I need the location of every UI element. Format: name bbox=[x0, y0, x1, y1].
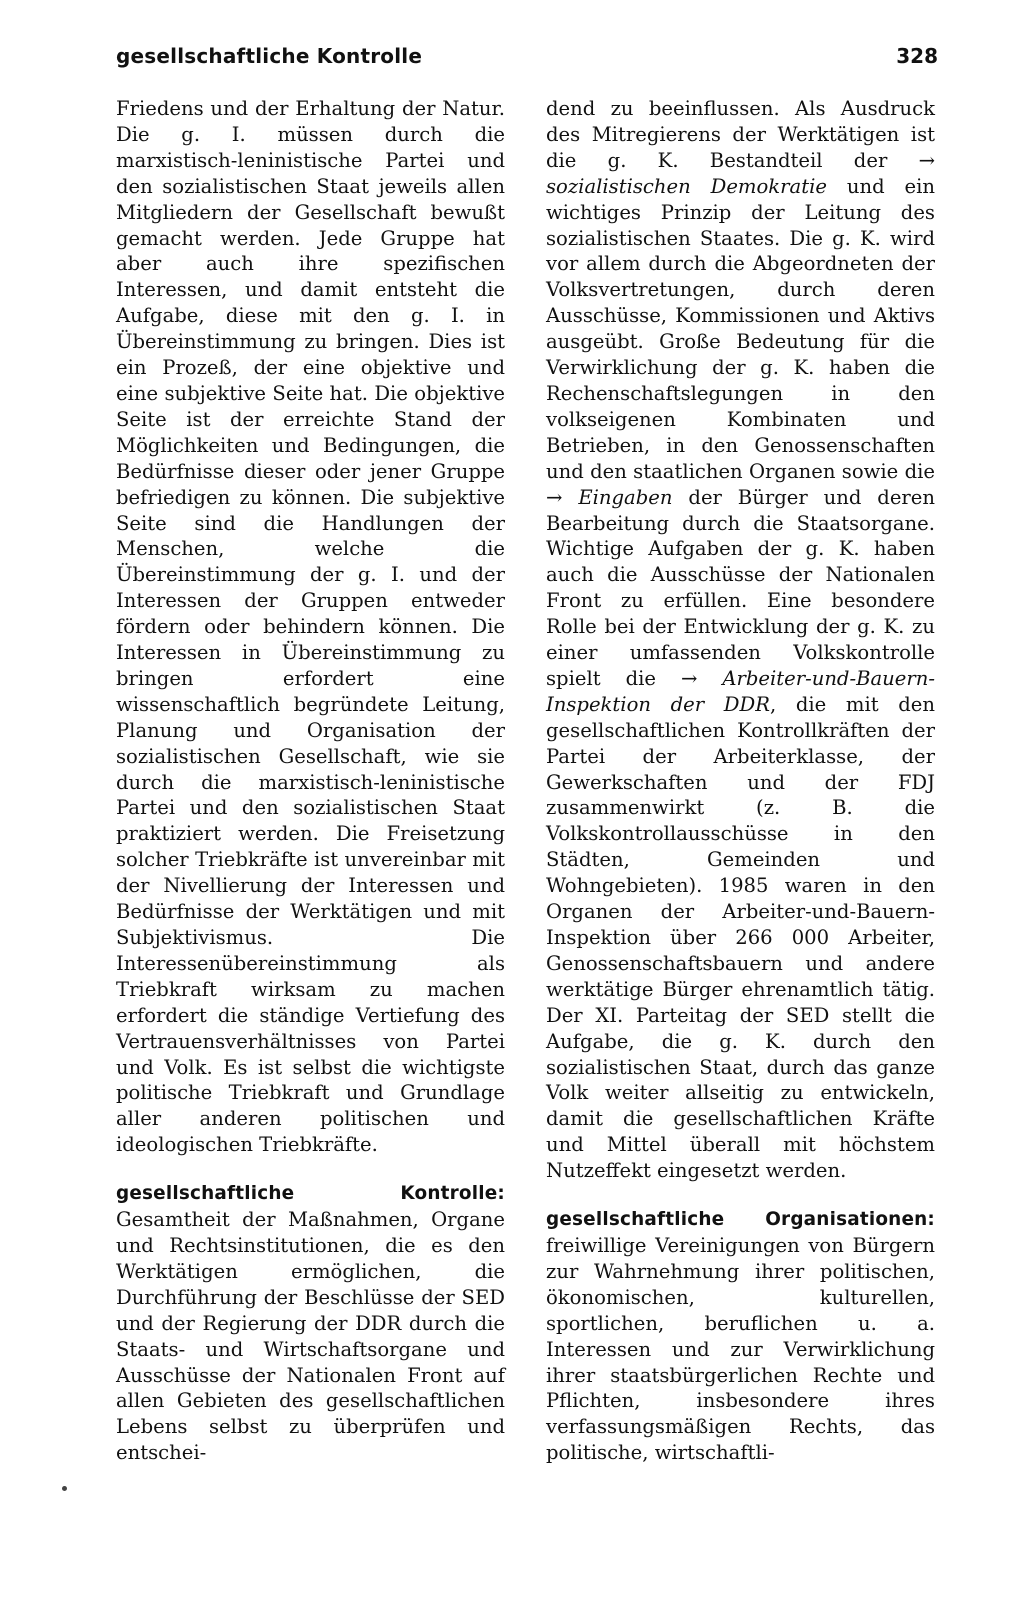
print-speck bbox=[62, 1486, 67, 1491]
entry-spacer bbox=[546, 1184, 935, 1206]
entry-kontrolle-continued bbox=[546, 96, 935, 1184]
entry-kontrolle bbox=[116, 1180, 505, 1466]
entry-organisationen-text: freiwillige Vereinigungen von Bürgern zur Wahrnehmung ihrer politischen, ökonomischen, kulturellen, sportlichen, beruflichen u. a. Interessen und zur Verwirklichung ihrer staatsbürgerlichen Rechte und Pflichten, insbesondere ihres verfassungsmäßigen Rechts, das politische, wirtschaftli- bbox=[546, 1233, 935, 1465]
headword-organisationen: gesellschaftliche Organisationen: bbox=[546, 1209, 935, 1231]
cross-reference-link[interactable]: → sozialistischen Demokratie bbox=[546, 148, 936, 198]
entry-organisationen bbox=[546, 1206, 935, 1466]
text-segment: dend zu beeinflussen. Als Ausdruck des Mitregierens der Werktätigen ist die g. K. Bestandteil der bbox=[546, 97, 935, 172]
right-column bbox=[546, 96, 935, 1466]
text-segment: und ein wichtiges Prinzip der Leitung des sozialistischen Staates. Die g. K. wird vor allem durch die Abgeordneten der Volksvertretungen, durch deren Ausschüsse, Kommissionen und Aktivs ausgeübt. Große Bedeutung für die Verwirklichung der g. K. haben die Rechenschaftslegungen in den volkseigenen Kombinaten und Betrieben, in den Genossenschaften und den staatlichen Organen sowie die bbox=[546, 174, 935, 483]
page-number: 328 bbox=[896, 44, 938, 68]
text-segment: der Bürger und deren Bearbeitung durch die Staatsorgane. Wichtige Aufgaben der g. K. haben auch die Ausschüsse der Nationalen Front zu erfüllen. Eine besondere Rolle bei der Entwicklung der g. K. zu einer umfassenden Volkskontrolle spielt die bbox=[546, 485, 935, 690]
cross-reference-link[interactable]: → Eingaben bbox=[546, 485, 673, 509]
headword-kontrolle: gesellschaftliche Kontrolle: bbox=[116, 1183, 505, 1205]
continued-entry-text: Friedens und der Erhaltung der Natur. Die g. I. müssen durch die marxistisch-leninistische Partei und den sozialistischen Staat jeweils allen Mitgliedern der Gesellschaft bewußt gemacht werden. Jede Gruppe hat aber auch ihre spezifischen Interessen, und damit entsteht die Aufgabe, diese mit den g. I. in Übereinstimmung zu bringen. Dies ist ein Prozeß, der eine objektive und eine subjektive Seite hat. Die objektive Seite ist der erreichte Stand der Möglichkeiten und Bedingungen, die Bedürfnisse dieser oder jener Gruppe befriedigen zu können. Die subjektive Seite sind die Handlungen der Menschen, welche die Übereinstimmung der g. I. und der Interessen der Gruppen entweder fördern oder behindern können. Die Interessen in Übereinstimmung zu bringen erfordert eine wissenschaftlich begründete Leitung, Planung und Organisation der sozialistischen Gesellschaft, wie sie durch die marxistisch-leninistische Partei und den sozialistischen Staat praktiziert werden. Die Freisetzung solcher Triebkräfte ist unvereinbar mit der Nivellierung der Interessen und Bedürfnisse der Werktätigen und mit Subjektivismus. Die Interessenübereinstimmung als Triebkraft wirksam zu machen erfordert die ständige Vertiefung des Vertrauensverhältnisses von Partei und Volk. Es ist selbst die wichtigste politische Triebkraft und Grundlage aller anderen politischen und ideologischen Triebkräfte. bbox=[116, 97, 505, 1157]
entry-kontrolle-text: Gesamtheit der Maßnahmen, Organe und Rechtsinstitutionen, die es den Werktätigen ermöglichen, die Durchführung der Beschlüsse der SED und der Regierung der DDR durch die Staats- und Wirtschaftsorgane und Ausschüsse der Nationalen Front auf allen Gebieten des gesellschaftlichen Lebens selbst zu überprüfen und entschei- bbox=[116, 1208, 505, 1465]
text-segment: , die mit den gesellschaftlichen Kontrollkräften der Partei der Arbeiterklasse, der Gewerkschaften und der FDJ zusammenwirkt (z. B. die Volkskontrollausschüsse in den Städten, Gemeinden und Wohngebieten). 1985 waren in den Organen der Arbeiter-und-Bauern-Inspektion über 266 000 Arbeiter, Genossenschaftsbauern und andere werktätige Bürger ehrenamtlich tätig. Der XI. Parteitag der SED stellt die Aufgabe, die g. K. durch den sozialistischen Staat, durch das ganze Volk weiter allseitig zu entwickeln, damit die gesellschaftlichen Kräfte und Mittel überall mit höchstem Nutzeffekt eingesetzt werden. bbox=[546, 692, 935, 1183]
left-column bbox=[116, 96, 505, 1466]
running-head: gesellschaftliche Kontrolle bbox=[116, 44, 423, 68]
cross-reference-link[interactable]: → Arbeiter-und-Bauern-Inspektion der DDR bbox=[546, 666, 935, 716]
entry-spacer bbox=[116, 1158, 505, 1180]
